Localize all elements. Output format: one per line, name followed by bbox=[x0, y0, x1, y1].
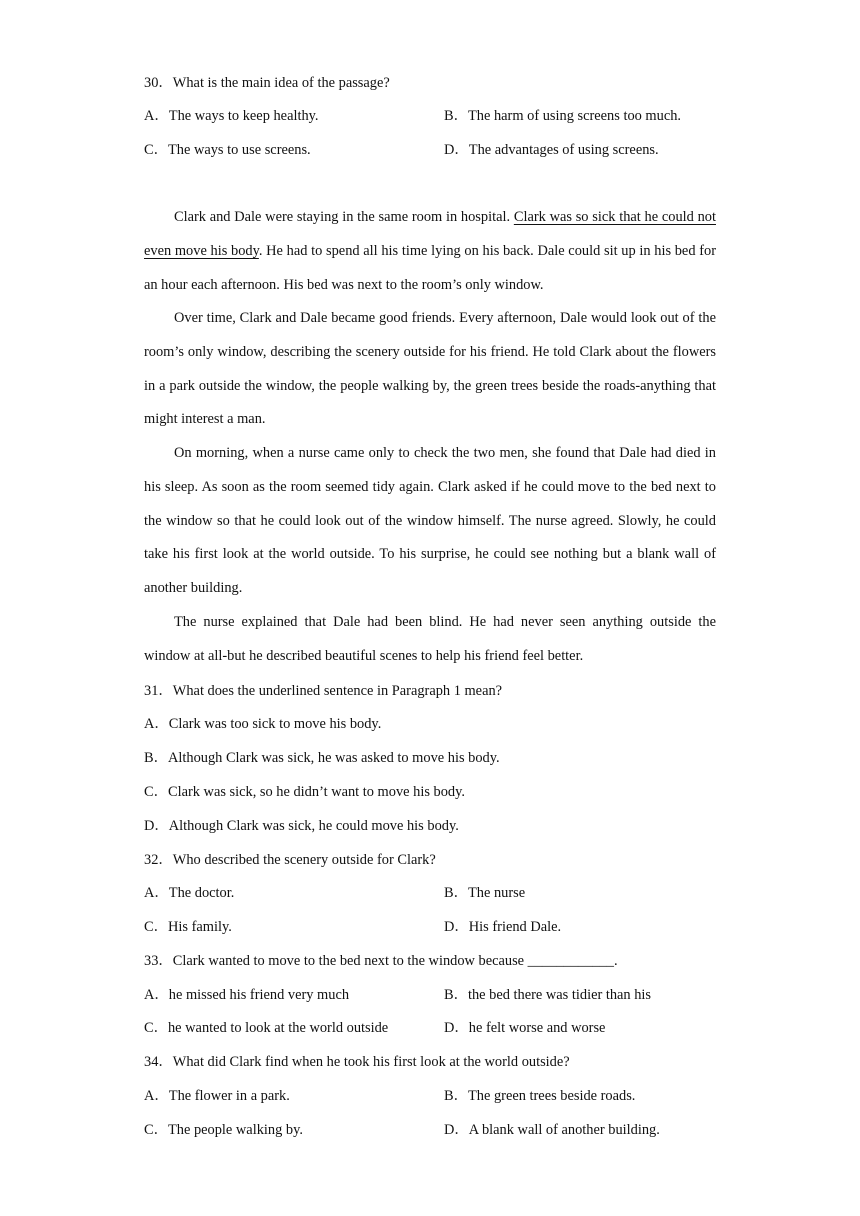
q31-option-b: B．Although Clark was sick, he was asked to move his body. bbox=[144, 750, 500, 766]
underlined-sentence: Clark was so sick that he could not even move his body bbox=[144, 209, 716, 259]
q34-option-d: D．A blank wall of another building. bbox=[444, 1122, 660, 1138]
q30-option-d: D．The advantages of using screens. bbox=[444, 142, 659, 158]
passage-paragraph-4: The nurse explained that Dale had been blind. He had never seen anything outside the window at all-but he described beautiful scenes to help his friend feel better. bbox=[144, 614, 716, 664]
q32-option-d: D．His friend Dale. bbox=[444, 919, 562, 935]
q33-option-d: D．he felt worse and worse bbox=[444, 1020, 606, 1036]
p1-text-before: Clark and Dale were staying in the same room in hospital. bbox=[174, 209, 514, 225]
q30-option-c: C．The ways to use screens. bbox=[144, 142, 311, 158]
passage-paragraph-1 bbox=[144, 201, 716, 302]
q33-option-b: B．the bed there was tidier than his bbox=[444, 987, 652, 1003]
q30-option-a: A．The ways to keep healthy. bbox=[144, 108, 319, 124]
q31-option-c: C．Clark was sick, so he didn’t want to move his body. bbox=[144, 784, 465, 800]
question-32: 32．Who described the scenery outside for Clark? bbox=[144, 852, 436, 868]
q32-option-a: A．The doctor. bbox=[144, 885, 235, 901]
q33-option-c: C．he wanted to look at the world outside bbox=[144, 1020, 389, 1036]
q34-option-b: B．The green trees beside roads. bbox=[444, 1088, 636, 1104]
q30-option-b: B．The harm of using screens too much. bbox=[444, 108, 681, 124]
q34-option-a: A．The flower in a park. bbox=[144, 1088, 290, 1104]
question-33: 33．Clark wanted to move to the bed next to the window because ____________. bbox=[144, 953, 618, 969]
question-34: 34．What did Clark find when he took his first look at the world outside? bbox=[144, 1054, 570, 1070]
q32-option-b: B．The nurse bbox=[444, 885, 526, 901]
passage-paragraph-2: Over time, Clark and Dale became good friends. Every afternoon, Dale would look out of the room’s only window, describing the scenery outside for his friend. He told Clark about the flowers in a park outside the window, the people walking by, the green trees beside the roads-anything that might interest a man. bbox=[144, 310, 716, 428]
question-30: 30．What is the main idea of the passage? bbox=[144, 75, 390, 91]
q33-option-a: A．he missed his friend very much bbox=[144, 987, 350, 1003]
q31-option-d: D．Although Clark was sick, he could move his body. bbox=[144, 818, 459, 834]
passage-paragraph-3: On morning, when a nurse came only to check the two men, she found that Dale had died in his sleep. As soon as the room seemed tidy again. Clark asked if he could move to the bed next to the window so that he could look out of the window himself. The nurse agreed. Slowly, he could take his first look at the world outside. To his surprise, he could see nothing but a blank wall of another building. bbox=[144, 445, 716, 597]
p1-text-after: . He had to spend all his time lying on his back. Dale could sit up in his bed for an hour each afternoon. His bed was next to the room’s only window. bbox=[144, 242, 716, 293]
q32-option-c: C．His family. bbox=[144, 919, 232, 935]
q31-option-a: A．Clark was too sick to move his body. bbox=[144, 716, 382, 732]
q34-option-c: C．The people walking by. bbox=[144, 1122, 303, 1138]
question-31: 31．What does the underlined sentence in Paragraph 1 mean? bbox=[144, 683, 503, 699]
